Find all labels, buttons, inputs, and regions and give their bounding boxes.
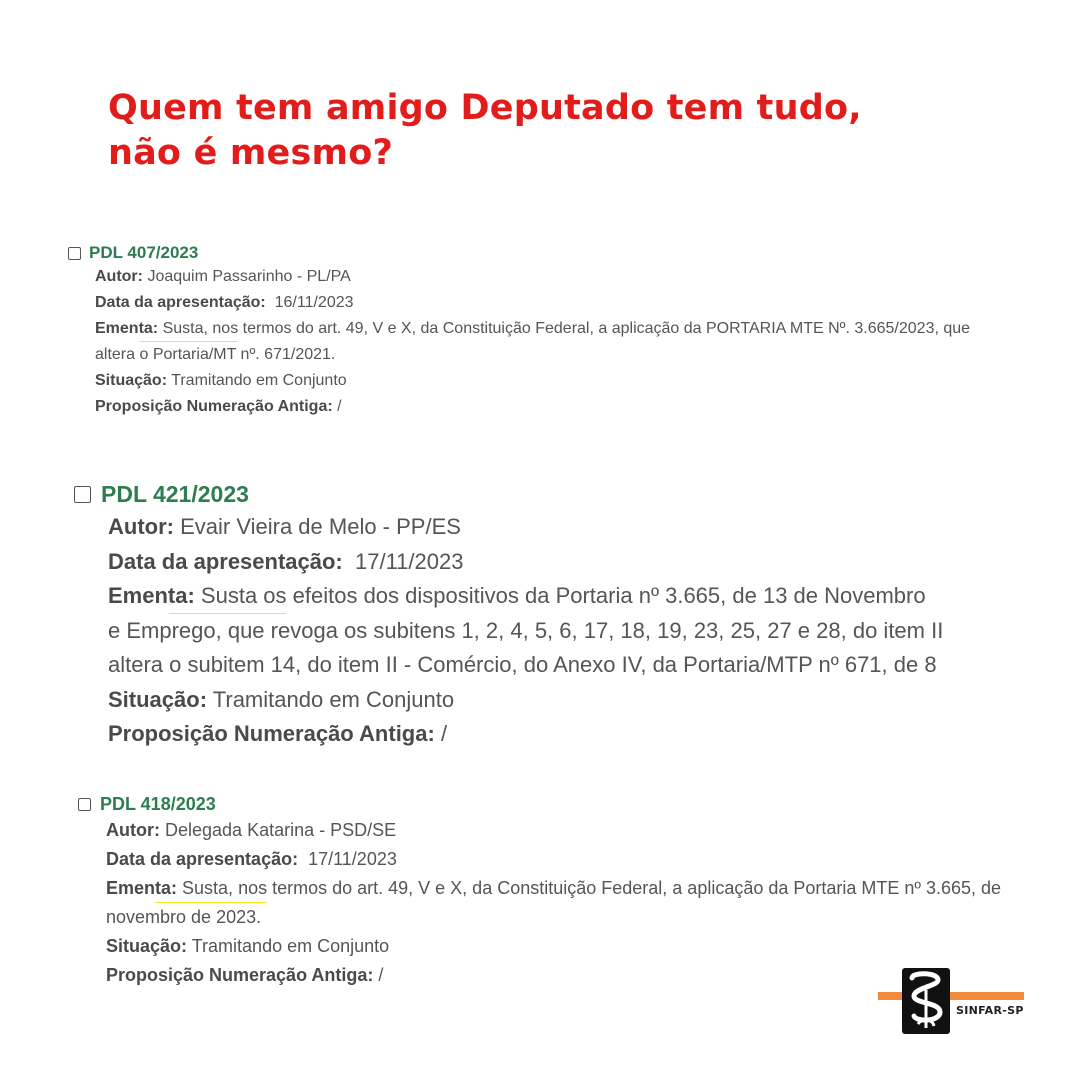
numeracao-label: Proposição Numeração Antiga: xyxy=(95,398,333,415)
numeracao-value: / xyxy=(378,965,384,985)
data-field xyxy=(106,845,1060,874)
situacao-field xyxy=(106,932,1060,961)
ementa-continuation xyxy=(106,903,1060,932)
ementa-label-a: Emen xyxy=(95,320,139,337)
caduceus-icon xyxy=(902,968,950,1034)
ementa-label-b: ta: xyxy=(155,878,178,898)
ementa-highlight: Susta, nos xyxy=(177,878,268,898)
situacao-field xyxy=(108,683,1000,718)
pdl-card-407 xyxy=(68,242,1080,427)
ementa-label-b: ta: xyxy=(167,583,195,608)
select-checkbox[interactable] xyxy=(78,798,91,811)
autor-field xyxy=(108,510,1000,545)
ementa-highlight: Susta os xyxy=(194,583,287,608)
autor-label: Autor: xyxy=(108,514,174,539)
headline-line-2: não é mesmo? xyxy=(108,133,393,173)
ementa-field xyxy=(95,316,1080,342)
pdl-title-link[interactable]: PDL 407/2023 xyxy=(89,243,199,262)
ementa-line: altera o Portaria/MT nº. 671/2021. xyxy=(95,346,336,363)
situacao-label: Situação: xyxy=(106,936,188,956)
numeracao-value: / xyxy=(440,721,448,746)
pdl-details xyxy=(106,816,1060,990)
ementa-continuation xyxy=(108,648,1000,683)
numeracao-label: Proposição Numeração Antiga: xyxy=(108,721,435,746)
ementa-field xyxy=(106,874,1060,903)
data-field xyxy=(95,290,1080,316)
sinfar-logo xyxy=(878,966,1028,1036)
data-label: Data da apresentação: xyxy=(95,294,266,311)
numeracao-label: Proposição Numeração Antiga: xyxy=(106,965,374,985)
ementa-highlight: Susta, nos xyxy=(158,320,239,337)
pdl-title-row xyxy=(78,792,1060,816)
pdl-title-link[interactable]: PDL 421/2023 xyxy=(101,480,249,507)
autor-label: Autor: xyxy=(95,268,143,285)
ementa-text: efeitos dos dispositivos da Portaria nº 3.665, de 13 de Novembro xyxy=(286,583,926,608)
pdl-title-row xyxy=(74,478,1000,510)
data-label: Data da apresentação: xyxy=(108,548,343,574)
situacao-value: Tramitando em Conjunto xyxy=(171,372,347,389)
ementa-continuation xyxy=(108,614,1000,649)
numeracao-value: / xyxy=(337,398,342,415)
autor-value: Delegada Katarina - PSD/SE xyxy=(165,820,397,840)
headline-line-1: Quem tem amigo Deputado tem tudo, xyxy=(108,88,862,128)
pdl-details xyxy=(108,510,1000,752)
pdl-details xyxy=(95,264,1080,420)
pdl-title-row xyxy=(68,242,1080,264)
situacao-value: Tramitando em Conjunto xyxy=(212,686,455,712)
ementa-line: altera o subitem 14, do item II - Comércio, do Anexo IV, da Portaria/MTP nº 671, de 8 xyxy=(108,652,937,677)
pdl-card-418 xyxy=(78,792,1060,992)
data-label: Data da apresentação: xyxy=(106,849,299,869)
select-checkbox[interactable] xyxy=(68,247,81,260)
autor-label: Autor: xyxy=(106,820,160,840)
data-value: 16/11/2023 xyxy=(274,294,354,311)
situacao-value: Tramitando em Conjunto xyxy=(191,936,390,956)
data-field xyxy=(108,545,1000,580)
ementa-label-a: Emen xyxy=(106,878,156,898)
situacao-label: Situação: xyxy=(108,686,208,712)
autor-field xyxy=(106,816,1060,845)
ementa-field xyxy=(108,579,1000,614)
autor-value: Evair Vieira de Melo - PP/ES xyxy=(180,514,461,539)
autor-field xyxy=(95,264,1080,290)
headline xyxy=(108,86,1008,176)
situacao-label: Situação: xyxy=(95,372,168,389)
numeracao-field xyxy=(95,394,1080,420)
data-value: 17/11/2023 xyxy=(308,849,397,869)
ementa-line: e Emprego, que revoga os subitens 1, 2, 4, 5, 6, 17, 18, 19, 23, 25, 27 e 28, do item II xyxy=(108,617,944,643)
logo-name: SINFAR-SP xyxy=(956,1004,1024,1017)
ementa-text: termos do art. 49, V e X, da Constituição Federal, a aplicação da PORTARIA MTE Nº. 3.665/2023, que xyxy=(238,320,971,337)
numeracao-field xyxy=(108,717,1000,752)
ementa-continuation xyxy=(95,342,1080,368)
autor-value: Joaquim Passarinho - PL/PA xyxy=(147,268,351,285)
data-value: 17/11/2023 xyxy=(355,548,464,574)
ementa-label-a: Emen xyxy=(108,583,168,608)
select-checkbox[interactable] xyxy=(74,486,91,503)
ementa-label-b: ta: xyxy=(138,320,159,337)
logo-orange-bar xyxy=(878,992,1024,1000)
ementa-line: novembro de 2023. xyxy=(106,907,262,927)
pdl-title-link[interactable]: PDL 418/2023 xyxy=(100,793,216,814)
ementa-text: termos do art. 49, V e X, da Constituição Federal, a aplicação da Portaria MTE nº 3.665, de xyxy=(267,878,1002,898)
pdl-card-421 xyxy=(74,478,1000,758)
situacao-field xyxy=(95,368,1080,394)
